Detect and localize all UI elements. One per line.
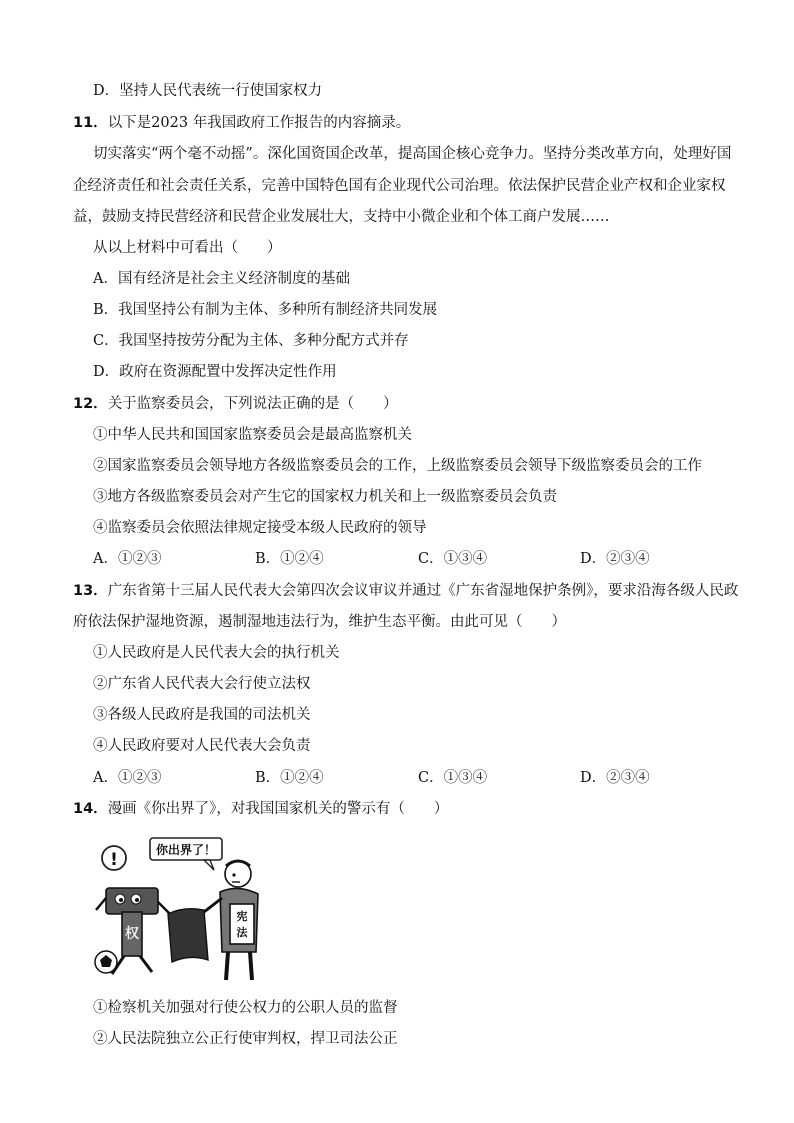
constitution-char-1: 宪 xyxy=(236,910,248,923)
football-icon xyxy=(95,951,117,973)
q12-choice-d: D．②③④ xyxy=(580,551,650,567)
q12-statement-4: ④监察委员会依照法律规定接受本级人民政府的领导 xyxy=(93,520,427,536)
q14-number: 14． xyxy=(73,801,108,817)
q11-question: 从以上材料中可看出（ ） xyxy=(93,240,282,256)
q13-choice-a: A．①②③ xyxy=(93,770,162,786)
q11-stem-text: 以下是2023 年我国政府工作报告的内容摘录。 xyxy=(107,115,411,131)
power-label: 权 xyxy=(125,926,139,942)
q12-choice-c: C．①③④ xyxy=(418,551,488,567)
q13-choice-d: D．②③④ xyxy=(580,770,650,786)
q14-stem xyxy=(73,799,448,819)
q11-option-b: B．我国坚持公有制为主体、多种所有制经济共同发展 xyxy=(93,302,438,318)
q12-statement-3: ③地方各级监察委员会对产生它的国家权力机关和上一级监察委员会负责 xyxy=(93,489,557,505)
constitution-char-2: 法 xyxy=(236,926,248,939)
q12-choice-b: B．①②④ xyxy=(255,551,324,567)
q13-choice-b: B．①②④ xyxy=(255,770,324,786)
q12-number: 12． xyxy=(73,396,108,412)
q11-number: 11． xyxy=(73,115,108,131)
q11-material-line-3: 益，鼓励支持民营经济和民营企业发展壮大，支持中小微企业和个体工商户发展…… xyxy=(73,209,610,225)
q14-statement-1: ①检察机关加强对行使公权力的公职人员的监督 xyxy=(93,1000,398,1016)
q11-option-a: A．国有经济是社会主义经济制度的基础 xyxy=(93,271,350,287)
q11-option-c: C．我国坚持按劳分配为主体、多种分配方式并存 xyxy=(93,333,409,349)
exclamation-mark: ! xyxy=(110,850,118,870)
q11-material-line-2: 企经济责任和社会责任关系，完善中国特色国有企业现代公司治理。依法保护民营企业产权和企业家权 xyxy=(73,178,726,194)
q11-material-line-1: 切实落实“两个毫不动摇”。深化国资国企改革，提高国企核心竞争力。坚持分类改革方向，处理好国 xyxy=(93,146,732,162)
q12-choice-a: A．①②③ xyxy=(93,551,162,567)
boundary-banner xyxy=(168,909,208,962)
comic-illustration xyxy=(92,836,272,984)
q14-statement-2: ②人民法院独立公正行使审判权，捍卫司法公正 xyxy=(93,1031,398,1047)
q13-statement-4: ④人民政府要对人民代表大会负责 xyxy=(93,738,311,754)
q12-statement-1: ①中华人民共和国国家监察委员会是最高监察机关 xyxy=(93,427,412,443)
q14-stem-text: 漫画《你出界了》，对我国国家机关的警示有（ ） xyxy=(107,801,449,817)
q13-stem-line-1 xyxy=(73,581,738,601)
q13-stem-text: 广东省第十三届人民代表大会第四次会议审议并通过《广东省湿地保护条例》，要求沿海各级人民政 xyxy=(107,583,739,599)
q13-stem-line-2: 府依法保护湿地资源，遏制湿地违法行为，维护生态平衡。由此可见（ ） xyxy=(73,614,566,630)
q10-option-d: D．坚持人民代表统一行使国家权力 xyxy=(93,83,323,99)
q13-statement-2: ②广东省人民代表大会行使立法权 xyxy=(93,676,311,692)
q13-choice-c: C．①③④ xyxy=(418,770,488,786)
q12-stem-text: 关于监察委员会，下列说法正确的是（ ） xyxy=(107,396,398,412)
q12-stem xyxy=(73,394,398,414)
q12-statement-2: ②国家监察委员会领导地方各级监察委员会的工作，上级监察委员会领导下级监察委员会的工作 xyxy=(93,458,702,474)
q13-statement-3: ③各级人民政府是我国的司法机关 xyxy=(93,707,311,723)
q11-option-d: D．政府在资源配置中发挥决定性作用 xyxy=(93,364,337,380)
q13-statement-1: ①人民政府是人民代表大会的执行机关 xyxy=(93,645,340,661)
speech-bubble-text: 你出界了！ xyxy=(155,843,217,857)
q11-stem xyxy=(73,113,410,133)
q13-number: 13． xyxy=(73,583,108,599)
